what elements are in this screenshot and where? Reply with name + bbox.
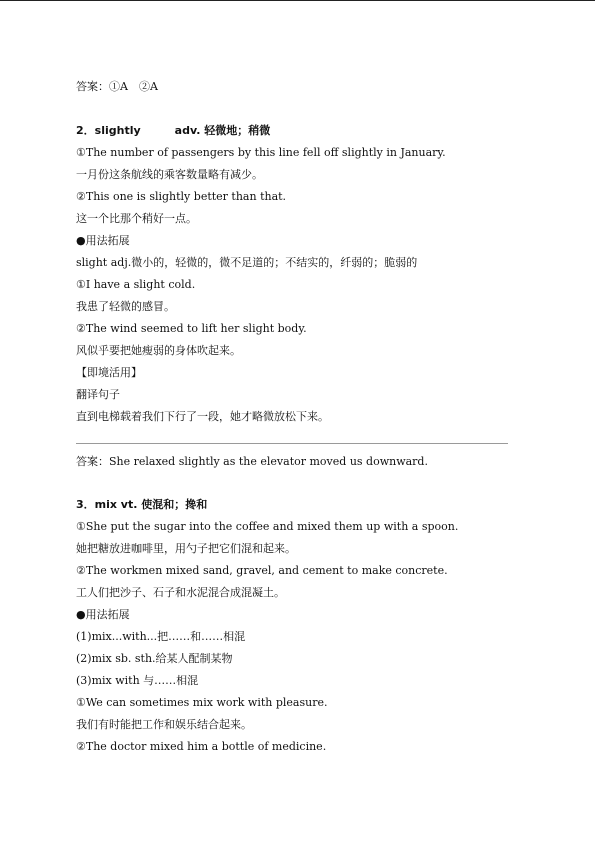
s3-example-3-zh: 我们有时能把工作和娱乐结合起来。 (76, 718, 252, 731)
s2-usage-title: ●用法拓展 (76, 234, 130, 247)
s3-usage-1: (1)mix...with...把……和……相混 (76, 630, 246, 643)
s2-example-4-zh: 风似乎要把她瘦弱的身体吹起来。 (76, 344, 241, 357)
s3-example-2-zh: 工人们把沙子、石子和水泥混合成混凝土。 (76, 586, 285, 599)
answer-blank-line (76, 443, 508, 444)
s2-example-4-en: ②The wind seemed to lift her slight body. (76, 322, 307, 335)
s2-usage-line: slight adj.微小的，轻微的，微不足道的；不结实的，纤弱的；脆弱的 (76, 256, 418, 269)
s3-example-2-en: ②The workmen mixed sand, gravel, and cement to make concrete. (76, 564, 448, 577)
s2-example-1-zh: 一月份这条航线的乘客数量略有减少。 (76, 168, 263, 181)
section-2-word: 2．slightly (76, 124, 141, 137)
s2-translate-label: 翻译句子 (76, 388, 120, 401)
s3-example-1-en: ①She put the sugar into the coffee and mixed them up with a spoon. (76, 520, 459, 533)
s2-answer: 答案：She relaxed slightly as the elevator moved us downward. (76, 455, 428, 468)
section-2-heading (76, 124, 270, 138)
s2-example-3-zh: 我患了轻微的感冒。 (76, 300, 175, 313)
s2-example-2-en: ②This one is slightly better than that. (76, 190, 287, 203)
section-2-definition: adv. 轻微地；稍微 (174, 124, 271, 137)
s3-usage-3: (3)mix with 与……相混 (76, 674, 199, 687)
s3-usage-2: (2)mix sb. sth.给某人配制某物 (76, 652, 233, 665)
s2-example-2-zh: 这一个比那个稍好一点。 (76, 212, 197, 225)
s3-usage-title: ●用法拓展 (76, 608, 130, 621)
s2-example-3-en: ①I have a slight cold. (76, 278, 196, 291)
s3-example-3-en: ①We can sometimes mix work with pleasure. (76, 696, 328, 709)
s3-example-4-en: ②The doctor mixed him a bottle of medicine. (76, 740, 327, 753)
page-top-border (0, 0, 595, 1)
section-3-heading: 3．mix vt. 使混和；搀和 (76, 498, 208, 511)
s2-translate-sentence: 直到电梯载着我们下行了一段，她才略微放松下来。 (76, 410, 329, 423)
s2-example-1-en: ①The number of passengers by this line fell off slightly in January. (76, 146, 446, 159)
s2-practice-title: 【即境活用】 (76, 366, 142, 379)
answer-1: 答案：①A ②A (76, 80, 158, 93)
s3-example-1-zh: 她把糖放进咖啡里，用勺子把它们混和起来。 (76, 542, 296, 555)
